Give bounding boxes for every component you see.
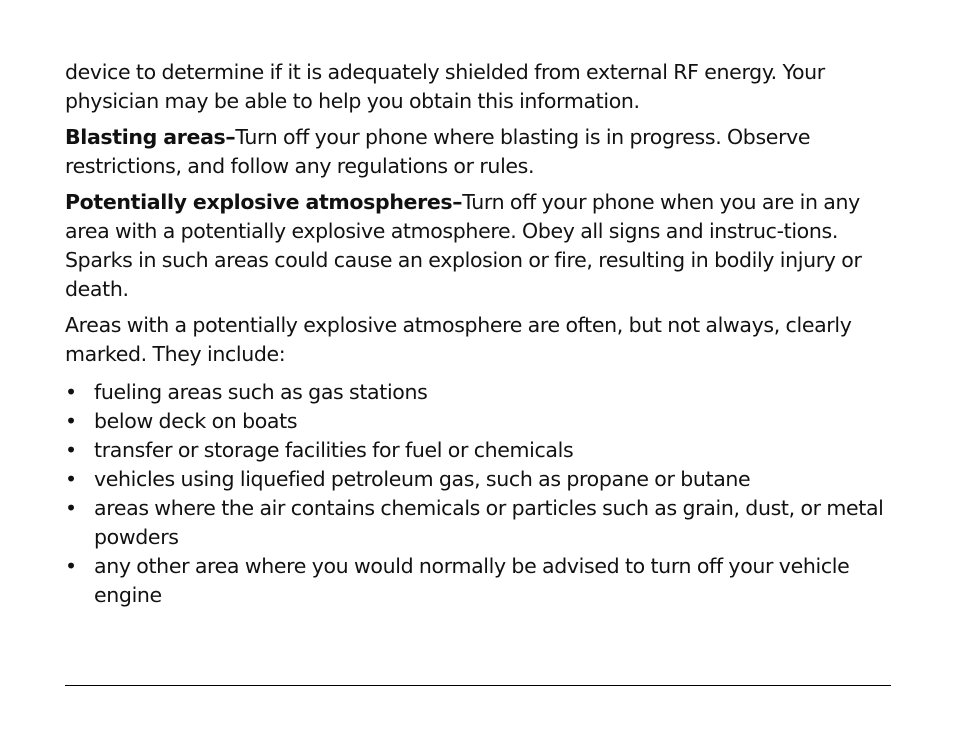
- bullet-icon: •: [65, 438, 77, 462]
- list-item: [65, 378, 891, 407]
- bullet-icon: •: [65, 467, 77, 491]
- bullet-icon: •: [65, 380, 77, 404]
- bullet-icon: •: [65, 409, 77, 433]
- list-item-text: below deck on boats: [94, 409, 298, 433]
- footer-divider: [65, 685, 891, 686]
- list-item: [65, 552, 891, 610]
- bullet-icon: •: [65, 496, 77, 520]
- list-item-text: areas where the air contains chemicals or particles such as grain, dust, or metal powders: [94, 496, 884, 549]
- list-item-text: vehicles using liquefied petroleum gas, such as propane or butane: [94, 467, 751, 491]
- paragraph-areas-intro: [65, 311, 891, 369]
- paragraph-text: Areas with a potentially explosive atmosphere are often, but not always, clearly marked. They include:: [65, 313, 852, 366]
- list-item-text: transfer or storage facilities for fuel or chemicals: [94, 438, 574, 462]
- paragraph-text: Turn off your phone when you are in any area with a potentially explosive atmosphere. Obey all signs and instruc-tions. Sparks in such areas could cause an explosion or fire, resulting in bodily injury or death.: [65, 190, 862, 301]
- list-item: [65, 494, 891, 552]
- paragraph-rf-shielding: [65, 58, 891, 116]
- bullet-icon: •: [65, 554, 77, 578]
- explosive-atmospheres-heading: Potentially explosive atmospheres–: [65, 190, 463, 214]
- list-item-text: any other area where you would normally be advised to turn off your vehicle engine: [94, 554, 850, 607]
- paragraph-text: Turn off your phone where blasting is in progress. Observe restrictions, and follow any regulations or rules.: [65, 125, 811, 178]
- blasting-areas-heading: Blasting areas–: [65, 125, 236, 149]
- list-item-text: fueling areas such as gas stations: [94, 380, 428, 404]
- paragraph-text: device to determine if it is adequately shielded from external RF energy. Your physician may be able to help you obtain this information.: [65, 60, 825, 113]
- paragraph-explosive-atmospheres: [65, 188, 891, 304]
- list-item: [65, 436, 891, 465]
- paragraph-blasting-areas: [65, 123, 891, 181]
- list-item: [65, 407, 891, 436]
- explosive-areas-list: [65, 378, 891, 610]
- list-item: [65, 465, 891, 494]
- document-page: [65, 58, 891, 610]
